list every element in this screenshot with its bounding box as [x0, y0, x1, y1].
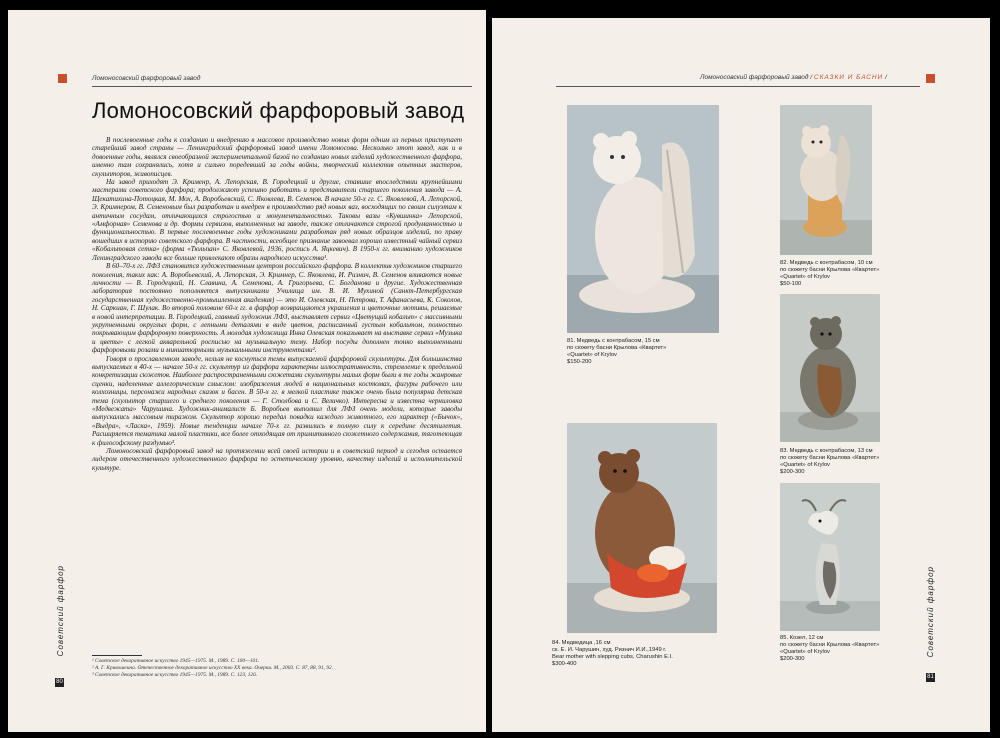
- caption-price: $50-100: [780, 281, 802, 287]
- photo-bear-small-figurine: [780, 105, 872, 255]
- photo-bear-dark-figurine: [780, 294, 880, 442]
- bear-small-figurine-icon: [780, 105, 872, 255]
- paragraph: В 60–70-х гг. ЛФЗ становится художественным центром российского фарфора. В коллектив художников старшего поколения, таких как: А. Воробьевский, А. Лепорская, Э. Кримнер, С. Яковлева, И. Ризнич, В. Семенов вливаются новые личности — В. Городецкий, Н. Славина, А. Семенова, А. Григорьева, С. Богданова и другие. Художественная лаборатория постоянно пополняется выпускниками Училища им. В. И. Мухиной (Санкт-Петербургская государственная художественно-промышленная академия) — это И. Олевская, Н. Петрова, Т. Афанасьева, К. Соколов, Н. Саркиан, Г. Шулак. Во второй половине 60-х гг. в фарфор возвращаются украшения и цветочные мотивы, решаемые в новой интерпретации. В. Городецкий, главный художник ЛФЗ, выставляет сервиз «Цветущий кобальт» с массивными укрупненными округлых форм, с лепными деталями в виде цветов, расписанный густым кобальтом, полностью покрывающим фарфоровую поверхность. А молодая художница Инна Олевская показывает на выставке сервиз «Музыка и цветы» с легкой акварельной росписью на музыкальную тему. Набор посуды дополнен тонко выполненными фарфоровыми розами и миниатюрными музыкальными инструментами².: [92, 262, 462, 355]
- page-title: Ломоносовский фарфоровый завод: [92, 98, 465, 123]
- footnote-separator: [92, 655, 142, 656]
- left-page: [8, 10, 486, 732]
- caption-83: [780, 448, 879, 476]
- caption-82: [780, 260, 879, 288]
- caption-price: $200-300: [780, 469, 805, 475]
- caption-line: ск. Е. И. Чарушин, худ. Ризнич И.И.,1949 г.: [552, 647, 667, 653]
- caption-line: «Quartet» of Krylov: [780, 649, 830, 655]
- caption-title: 83. Медведь с контрабасом, 13 см: [780, 448, 873, 454]
- caption-line: по сюжету басни Крылова «Квартет»: [567, 345, 667, 351]
- photo-bear-mother-figurine: [567, 423, 717, 633]
- footnote: ² А. Г. Кривошеина. Отечественное декоративное искусство XX века. Очерки. М., 2003. С. 87, 88, 91, 92.: [92, 665, 334, 671]
- bear-mother-figurine-icon: [567, 423, 717, 633]
- caption-line: по сюжету басни Крылова «Квартет»: [780, 642, 880, 648]
- page-number: 81: [927, 674, 934, 680]
- footnotes: [92, 658, 462, 679]
- page-number: 80: [56, 679, 63, 685]
- section-marker-square: [926, 74, 935, 83]
- caption-84: [552, 640, 673, 668]
- paragraph: На завод приходят Э. Крименр, А. Лепорская, В. Городецкий и другие, ставшие впоследствии крупнейшими мастерами советского фарфора; продолжают успешно работать и представители старшего поколения завода — А. Щекатихина-Потоцкая, М. Мох, А. Воробьевский, С. Яковлева, В. Семенов. В начале 50-х гг. С. Яковлевой, А. Лепорской, Э. Кримнером, В. Семеновым был разработан и внедрен в производство ряд новых ваз, восходящих по своим силуэтам к античным сосудам, отличающихся строгостью и монументальностью. Таковы вазы «Кувшинка» Лепорской, «Амфорная» Семенова и др. Формы сервизов, выполненных на заводе, также отличаются строгой продуманностью и функциональностью. В первые послевоенные годы художниками разработан ряд новых образцов изделий, по праву вошедших в историю советского фарфора. В частности, всеобщее признание завоевал хорошо известный чайный сервиз «Кобальтовая сетка» (форма «Тюльпан» С. Яковлевой, 1936, роспись А. Яцкевич). В 1950-х гг. вниманию художников Ленинградского завода все больше привлекают образы народного искусства¹.: [92, 178, 462, 262]
- caption-line: «Quartet» of Krylov: [780, 462, 830, 468]
- caption-line: по сюжету басни Крылова «Квартет»: [780, 455, 880, 461]
- running-head-title: Ломоносовский фарфоровый завод: [700, 74, 809, 81]
- bear-bass-figurine-icon: [567, 105, 719, 333]
- caption-price: $200-300: [780, 656, 805, 662]
- caption-title: 84. Медведица ,16 см: [552, 640, 611, 646]
- photo-goat-figurine: [780, 483, 880, 631]
- caption-line: «Quartet» of Krylov: [567, 352, 617, 358]
- right-page: [492, 18, 990, 732]
- paragraph: В послевоенные годы к созданию и внедрению в массовое производство новых форм одним из первых приступает старейший завод страны — Ленинградский фарфоровый завод имени Ломоносова. Несколько этот завод, как и в довоенные годы, являлся своеобразной экспериментальной базой по созданию новых изделий художественного фарфора, именно там сохранялись, хотя и сильно поредевший за годы войны, творческий коллектив опытных мастеров, скульпторов, живописцев.: [92, 136, 462, 178]
- running-head-section: СКАЗКИ И БАСНИ: [813, 74, 884, 81]
- header-rule: [556, 86, 920, 87]
- photo-bear-bass-figurine: [567, 105, 719, 333]
- running-head: Ломоносовский фарфоровый завод: [92, 75, 201, 82]
- caption-title: 82. Медведь с контрабасом, 10 см: [780, 260, 873, 266]
- footnote: ¹ Советское декоративное искусство 1945—1975. М., 1989. С. 100—101.: [92, 658, 260, 664]
- header-rule: [92, 86, 472, 87]
- paragraph: Ломоносовский фарфоровый завод на протяжении всей своей истории и в советский период и сегодня остается лидером отечественного художественного фарфора по эстетическому уровню, качеству изделий и исполнительской культуре.: [92, 447, 462, 472]
- running-head: Ломоносовский фарфоровый завод / СКАЗКИ И БАСНИ /: [700, 74, 887, 81]
- caption-price: $150-200: [567, 359, 592, 365]
- bear-dark-figurine-icon: [780, 294, 880, 442]
- article-body: [92, 136, 462, 472]
- caption-81: [567, 338, 666, 366]
- caption-title: 85. Козел, 12 см: [780, 635, 824, 641]
- caption-price: $300-400: [552, 661, 577, 667]
- caption-85: [780, 635, 879, 663]
- goat-figurine-icon: [780, 483, 880, 631]
- section-marker-square: [58, 74, 67, 83]
- caption-line: по сюжету басни Крылова «Квартет»: [780, 267, 880, 273]
- caption-title: 81. Медведь с контрабасом, 15 см: [567, 338, 660, 344]
- footnote: ³ Советское декоративное искусство 1945—1975. М., 1989. С. 123, 126.: [92, 672, 258, 678]
- caption-line: «Quartet» of Krylov: [780, 274, 830, 280]
- side-section-label: Советский фарфор: [926, 566, 935, 658]
- paragraph: Говоря о прославленном заводе, нельзя не коснуться темы выпускаемой фарфоровой скульптуры. Для большинства выпускаемых в 40-х — начале 50-х гг. скульптур из фарфора характерны иллюстративность, стремление к предельной конкретизации сюжетов. Наиболее распространенными сюжетами скульптуры малых форм были в те годы жанровые сценки, наделенные аллегорическим смыслом: изображения людей в национальных костюмах, фигуры рабочего или колхозницы, персонажи народных сказок и басен. В 50-х гг. в мелкой пластике также очень была популярна детская тема (скульптор старшего и среднего поколения — Г. Столбова и С. Величко). Интересна и известна черниловка «Медвежата» Чарушина. Художник-анималист Б. Воробьев выполнил для ЛФЗ очень модели, которые заводы выпускались массовым тиражом. Скульптор хорошо передал повадки каждого животного, его характер («Бычок», «Выдра», «Ласка», 1959). Новые тенденции начале 70-х гг. развились в полную силу к середине десятилетия. Расширяется тематика малой пластики, все более отходящая от примитивного сюжетного содержания, тяготеющая к философскому раздумью³.: [92, 354, 462, 447]
- side-section-label: Советский фарфор: [56, 565, 65, 657]
- caption-line: Bear mother with slepping cubs, Charushin E.I.: [552, 654, 673, 660]
